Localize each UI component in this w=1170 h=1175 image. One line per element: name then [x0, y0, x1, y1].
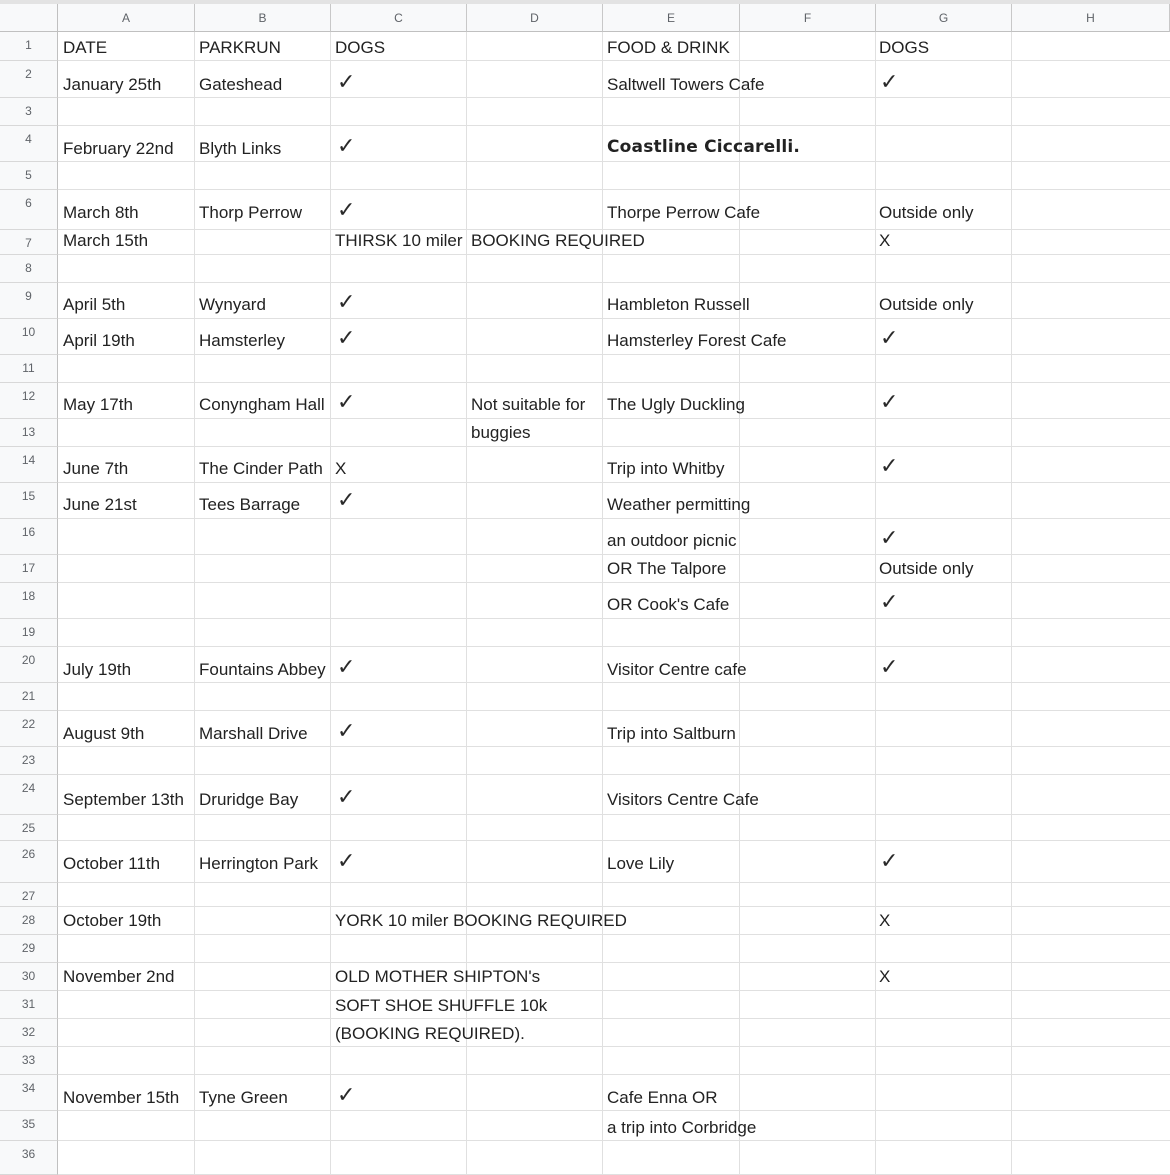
cell-date: February 22nd	[63, 139, 174, 158]
column-gridline	[194, 32, 195, 1175]
row-header-35[interactable]: 35	[0, 1111, 58, 1141]
cell-food-drink: OR The Talpore	[607, 559, 727, 578]
cell-parkrun: Blyth Links	[199, 139, 282, 158]
row-header-36[interactable]: 36	[0, 1141, 58, 1175]
checkmark-icon: ✓	[880, 70, 899, 95]
grid-row	[58, 747, 1170, 775]
cross-mark: X	[879, 911, 891, 930]
cell-parkrun: Thorp Perrow	[199, 203, 302, 222]
header-parkrun: PARKRUN	[199, 38, 281, 57]
cell-food-drink: Visitors Centre Cafe	[607, 790, 759, 809]
cell-parkrun: The Cinder Path	[199, 459, 323, 478]
cell-parkrun: Fountains Abbey	[199, 660, 326, 679]
cell-date: January 25th	[63, 75, 162, 94]
row-header-29[interactable]: 29	[0, 935, 58, 963]
cell-date: July 19th	[63, 660, 132, 679]
checkmark-icon: ✓	[337, 198, 356, 223]
checkmark-icon: ✓	[337, 655, 356, 680]
cell-food-drink: Hambleton Russell	[607, 295, 750, 314]
cell-date: September 13th	[63, 790, 184, 809]
column-header-c[interactable]: C	[331, 4, 467, 32]
row-header-15[interactable]: 15	[0, 483, 58, 519]
checkmark-icon: ✓	[337, 326, 356, 351]
cell-event: BOOKING REQUIRED	[471, 231, 645, 250]
checkmark-icon: ✓	[880, 390, 899, 415]
row-header-17[interactable]: 17	[0, 555, 58, 583]
cell-food-drink: Hamsterley Forest Cafe	[607, 331, 787, 350]
row-header-11[interactable]: 11	[0, 355, 58, 383]
row-header-33[interactable]: 33	[0, 1047, 58, 1075]
cell-event: YORK 10 miler BOOKING REQUIRED	[335, 911, 627, 930]
grid-row	[58, 619, 1170, 647]
grid-row	[58, 355, 1170, 383]
row-header-16[interactable]: 16	[0, 519, 58, 555]
grid-row	[58, 815, 1170, 841]
column-header-b[interactable]: B	[195, 4, 331, 32]
row-header-31[interactable]: 31	[0, 991, 58, 1019]
checkmark-icon: ✓	[880, 454, 899, 479]
cell-dogs-food: Outside only	[879, 203, 974, 222]
cell-parkrun: Hamsterley	[199, 331, 285, 350]
row-header-34[interactable]: 34	[0, 1075, 58, 1111]
column-gridline	[875, 32, 876, 1175]
checkmark-icon: ✓	[337, 390, 356, 415]
grid-row	[58, 1019, 1170, 1047]
row-header-6[interactable]: 6	[0, 190, 58, 230]
cell-date: June 7th	[63, 459, 129, 478]
column-header-a[interactable]: A	[58, 4, 195, 32]
cell-food-drink: Love Lily	[607, 854, 675, 873]
checkmark-icon: ✓	[880, 326, 899, 351]
checkmark-icon: ✓	[337, 134, 356, 159]
cell-event: OLD MOTHER SHIPTON's	[335, 967, 541, 986]
cell-parkrun: Tyne Green	[199, 1088, 288, 1107]
row-header-10[interactable]: 10	[0, 319, 58, 355]
cell-event: (BOOKING REQUIRED).	[335, 1024, 525, 1043]
cell-parkrun: Druridge Bay	[199, 790, 299, 809]
row-header-4[interactable]: 4	[0, 126, 58, 162]
row-header-9[interactable]: 9	[0, 283, 58, 319]
cell-date: March 15th	[63, 231, 149, 250]
cell-date: August 9th	[63, 724, 145, 743]
row-header-7[interactable]: 7	[0, 230, 58, 255]
row-header-23[interactable]: 23	[0, 747, 58, 775]
grid-row	[58, 963, 1170, 991]
checkmark-icon: ✓	[880, 590, 899, 615]
cell-date: October 11th	[63, 854, 161, 873]
cross-mark: X	[879, 967, 891, 986]
grid-row	[58, 1141, 1170, 1175]
header-dogs: DOGS	[335, 38, 386, 57]
checkmark-icon: ✓	[880, 849, 899, 874]
grid-row	[58, 255, 1170, 283]
row-header-5[interactable]: 5	[0, 162, 58, 190]
cell-date: June 21st	[63, 495, 137, 514]
column-gridline	[1011, 32, 1012, 1175]
cell-food-drink: Coastline Ciccarelli.	[607, 137, 801, 157]
row-header-14[interactable]: 14	[0, 447, 58, 483]
cell-date: October 19th	[63, 911, 162, 930]
checkmark-icon: ✓	[337, 1083, 356, 1108]
cell-food-drink: Saltwell Towers Cafe	[607, 75, 765, 94]
checkmark-icon: ✓	[337, 719, 356, 744]
cell-parkrun: Marshall Drive	[199, 724, 308, 743]
cell-food-drink: OR Cook's Cafe	[607, 595, 730, 614]
cell-food-drink: Weather permitting	[607, 495, 751, 514]
cell-parkrun: Conyngham Hall	[199, 395, 325, 414]
row-header-30[interactable]: 30	[0, 963, 58, 991]
column-header-e[interactable]: E	[603, 4, 740, 32]
checkmark-icon: ✓	[337, 849, 356, 874]
row-header-28[interactable]: 28	[0, 907, 58, 935]
row-header-8[interactable]: 8	[0, 255, 58, 283]
row-header-12[interactable]: 12	[0, 383, 58, 419]
row-header-20[interactable]: 20	[0, 647, 58, 683]
cell-note: Not suitable for	[471, 395, 586, 414]
cell-date: November 15th	[63, 1088, 180, 1107]
row-header-3[interactable]: 3	[0, 98, 58, 126]
cell-event: SOFT SHOE SHUFFLE 10k	[335, 996, 548, 1015]
grid-row	[58, 98, 1170, 126]
checkmark-icon: ✓	[337, 488, 356, 513]
cell-parkrun: Gateshead	[199, 75, 283, 94]
header-dogs-food: DOGS	[879, 38, 930, 57]
cell-food-drink: Trip into Whitby	[607, 459, 725, 478]
select-all-corner[interactable]	[0, 4, 58, 32]
cell-food-drink: Cafe Enna OR	[607, 1088, 718, 1107]
row-header-26[interactable]: 26	[0, 841, 58, 883]
cross-mark: X	[879, 231, 891, 250]
cell-event: THIRSK 10 miler	[335, 231, 463, 250]
cell-food-drink: The Ugly Duckling	[607, 395, 745, 414]
row-header-13[interactable]: 13	[0, 419, 58, 447]
checkmark-icon: ✓	[880, 655, 899, 680]
column-gridline	[330, 32, 331, 1175]
cell-date: November 2nd	[63, 967, 175, 986]
cell-dogs-food: Outside only	[879, 295, 974, 314]
cell-parkrun: Herrington Park	[199, 854, 319, 873]
cell-food-drink: Visitor Centre cafe	[607, 660, 747, 679]
grid-row	[58, 419, 1170, 447]
row-header-2[interactable]: 2	[0, 61, 58, 98]
header-date: DATE	[63, 38, 108, 57]
row-header-18[interactable]: 18	[0, 583, 58, 619]
checkmark-icon: ✓	[880, 526, 899, 551]
row-header-19[interactable]: 19	[0, 619, 58, 647]
grid-row	[58, 162, 1170, 190]
cell-date: April 19th	[63, 331, 135, 350]
row-header-21[interactable]: 21	[0, 683, 58, 711]
row-header-27[interactable]: 27	[0, 883, 58, 907]
checkmark-icon: ✓	[337, 290, 356, 315]
column-header-d[interactable]: D	[467, 4, 603, 32]
cell-date: April 5th	[63, 295, 126, 314]
cell-food-drink: Trip into Saltburn	[607, 724, 736, 743]
cell-parkrun: Wynyard	[199, 295, 266, 314]
grid-row	[58, 991, 1170, 1019]
cross-mark: X	[335, 459, 347, 478]
row-header-24[interactable]: 24	[0, 775, 58, 815]
column-header-h[interactable]: H	[1012, 4, 1170, 32]
cell-parkrun: Tees Barrage	[199, 495, 301, 514]
column-header-g[interactable]: G	[876, 4, 1012, 32]
grid-row	[58, 683, 1170, 711]
checkmark-icon: ✓	[337, 70, 356, 95]
header-food-drink: FOOD & DRINK	[607, 38, 730, 57]
grid-row	[58, 935, 1170, 963]
cell-date: May 17th	[63, 395, 133, 414]
cell-date: March 8th	[63, 203, 139, 222]
row-header-32[interactable]: 32	[0, 1019, 58, 1047]
grid-row	[58, 883, 1170, 907]
checkmark-icon: ✓	[337, 785, 356, 810]
cell-food-drink: a trip into Corbridge	[607, 1118, 757, 1137]
cell-food-drink: an outdoor picnic	[607, 531, 737, 550]
row-header-22[interactable]: 22	[0, 711, 58, 747]
cell-note: buggies	[471, 423, 531, 442]
column-header-f[interactable]: F	[740, 4, 876, 32]
cell-food-drink: Thorpe Perrow Cafe	[607, 203, 761, 222]
column-gridline	[602, 32, 603, 1175]
row-header-1[interactable]: 1	[0, 32, 58, 61]
grid-row	[58, 1047, 1170, 1075]
cell-dogs-food: Outside only	[879, 559, 974, 578]
row-header-25[interactable]: 25	[0, 815, 58, 841]
